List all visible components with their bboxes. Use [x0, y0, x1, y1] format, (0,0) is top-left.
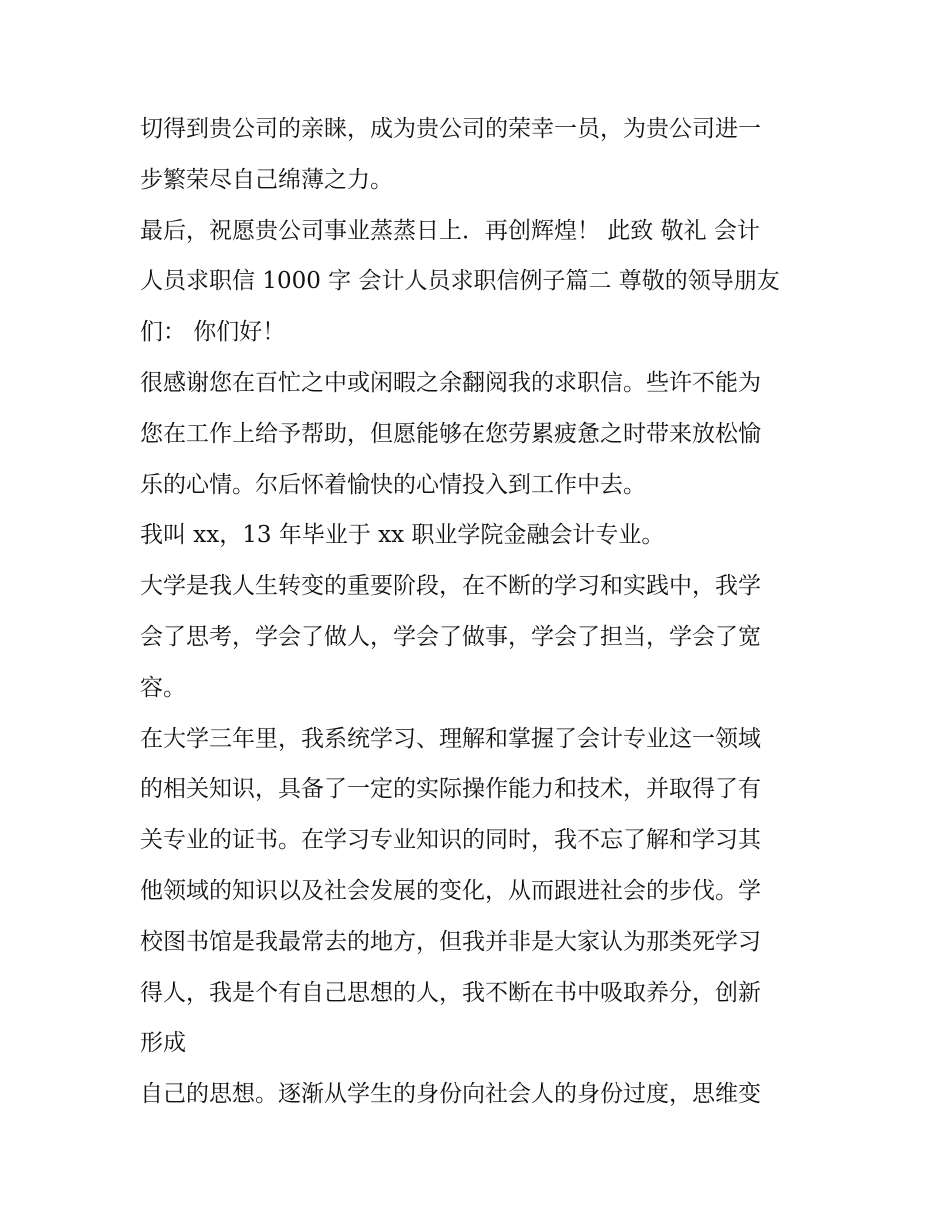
paragraph-5: [140, 561, 820, 713]
letter-body: [140, 104, 820, 1120]
paragraph-6: [140, 714, 820, 1070]
text-line: 乐的心情。尔后怀着愉快的心情投入到工作中去。: [140, 471, 646, 498]
text-line: 大学是我人生转变的重要阶段，在不断的学习和实践中，我学: [140, 573, 761, 600]
text-line: 很感谢您在百忙之中或闲暇之余翻阅我的求职信。些许不能为: [140, 369, 761, 396]
text-line: 容。: [140, 674, 186, 701]
text-line: 得人，我是个有自己思想的人，我不断在书中吸取养分，创新: [140, 979, 761, 1006]
text-line: 最后，祝愿贵公司事业蒸蒸日上．再创辉煌！ 此致 敬礼 会计: [140, 217, 760, 244]
text-line: 校图书馆是我最常去的地方，但我并非是大家认为那类死学习: [140, 928, 761, 955]
paragraph-3: [140, 358, 820, 510]
text-line: 人员求职信 1000 字 会计人员求职信例子篇二 尊敬的领导朋友: [140, 268, 780, 295]
text-line: 自己的思想。逐渐从学生的身份向社会人的身份过度，思维变: [140, 1081, 761, 1108]
paragraph-2: [140, 206, 820, 358]
paragraph-1: [140, 104, 820, 206]
text-line: 形成: [140, 1030, 186, 1057]
text-line: 步繁荣尽自己绵薄之力。: [140, 166, 393, 193]
text-line: 关专业的证书。在学习专业知识的同时，我不忘了解和学习其: [140, 827, 761, 854]
paragraph-7: [140, 1069, 820, 1120]
text-line: 们： 你们好！: [140, 319, 286, 346]
paragraph-4: [140, 510, 820, 561]
text-line: 会了思考，学会了做人，学会了做事，学会了担当，学会了宽: [140, 623, 761, 650]
text-line: 切得到贵公司的亲睐，成为贵公司的荣幸一员，为贵公司进一: [140, 116, 761, 142]
text-line: 我叫 xx，13 年毕业于 xx 职业学院金融会计专业。: [140, 522, 665, 549]
text-line: 的相关知识，具备了一定的实际操作能力和技术，并取得了有: [140, 776, 761, 803]
text-line: 您在工作上给予帮助，但愿能够在您劳累疲惫之时带来放松愉: [140, 420, 761, 447]
text-line: 在大学三年里，我系统学习、理解和掌握了会计专业这一领域: [140, 725, 761, 752]
text-line: 他领域的知识以及社会发展的变化，从而跟进社会的步伐。学: [140, 877, 761, 904]
